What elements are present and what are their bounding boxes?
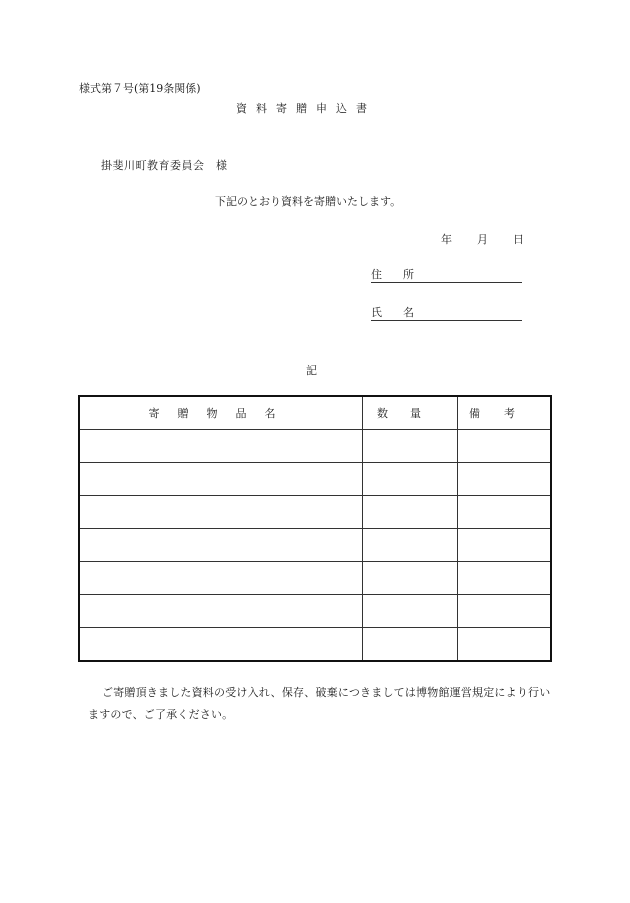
quantity-cell[interactable] <box>363 496 458 529</box>
remarks-cell[interactable] <box>458 562 552 595</box>
header-item-name: 寄贈物品名 <box>79 396 363 430</box>
header-quantity: 数量 <box>363 396 458 430</box>
quantity-cell[interactable] <box>363 463 458 496</box>
quantity-cell[interactable] <box>363 430 458 463</box>
remarks-cell[interactable] <box>458 529 552 562</box>
item-name-cell[interactable] <box>79 496 363 529</box>
quantity-cell[interactable] <box>363 595 458 628</box>
date-year-label: 年 <box>441 233 452 246</box>
table-row <box>79 628 551 662</box>
document-title: 資料寄贈申込書 <box>236 102 376 115</box>
ki-heading: 記 <box>306 364 317 377</box>
date-day-label: 日 <box>513 233 524 246</box>
donation-items-table <box>78 395 552 662</box>
form-number: 様式第７号(第19条関係) <box>79 82 201 95</box>
quantity-cell[interactable] <box>363 628 458 662</box>
name-field[interactable] <box>371 304 522 321</box>
table-row <box>79 430 551 463</box>
remarks-cell[interactable] <box>458 496 552 529</box>
table-row <box>79 562 551 595</box>
date-line <box>441 231 524 247</box>
quantity-cell[interactable] <box>363 529 458 562</box>
table-row <box>79 595 551 628</box>
item-name-cell[interactable] <box>79 562 363 595</box>
table-row <box>79 529 551 562</box>
item-name-cell[interactable] <box>79 595 363 628</box>
recipient: 掛斐川町教育委員会 様 <box>101 159 228 172</box>
item-name-cell[interactable] <box>79 430 363 463</box>
name-label: 氏名 <box>371 306 435 319</box>
table-row <box>79 463 551 496</box>
item-name-cell[interactable] <box>79 628 363 662</box>
remarks-cell[interactable] <box>458 595 552 628</box>
remarks-cell[interactable] <box>458 628 552 662</box>
table-header-row <box>79 396 551 430</box>
remarks-cell[interactable] <box>458 463 552 496</box>
intro-text: 下記のとおり資料を寄贈いたします。 <box>215 195 402 208</box>
remarks-cell[interactable] <box>458 430 552 463</box>
item-name-cell[interactable] <box>79 463 363 496</box>
address-label: 住所 <box>371 268 435 281</box>
date-month-label: 月 <box>477 233 488 246</box>
header-remarks: 備考 <box>458 396 552 430</box>
table-row <box>79 496 551 529</box>
consent-note: ご寄贈頂きました資料の受け入れ、保存、破棄につきましては博物館運営規定により行いますので、ご了承ください。 <box>88 686 551 721</box>
address-field[interactable] <box>371 266 522 283</box>
item-name-cell[interactable] <box>79 529 363 562</box>
quantity-cell[interactable] <box>363 562 458 595</box>
